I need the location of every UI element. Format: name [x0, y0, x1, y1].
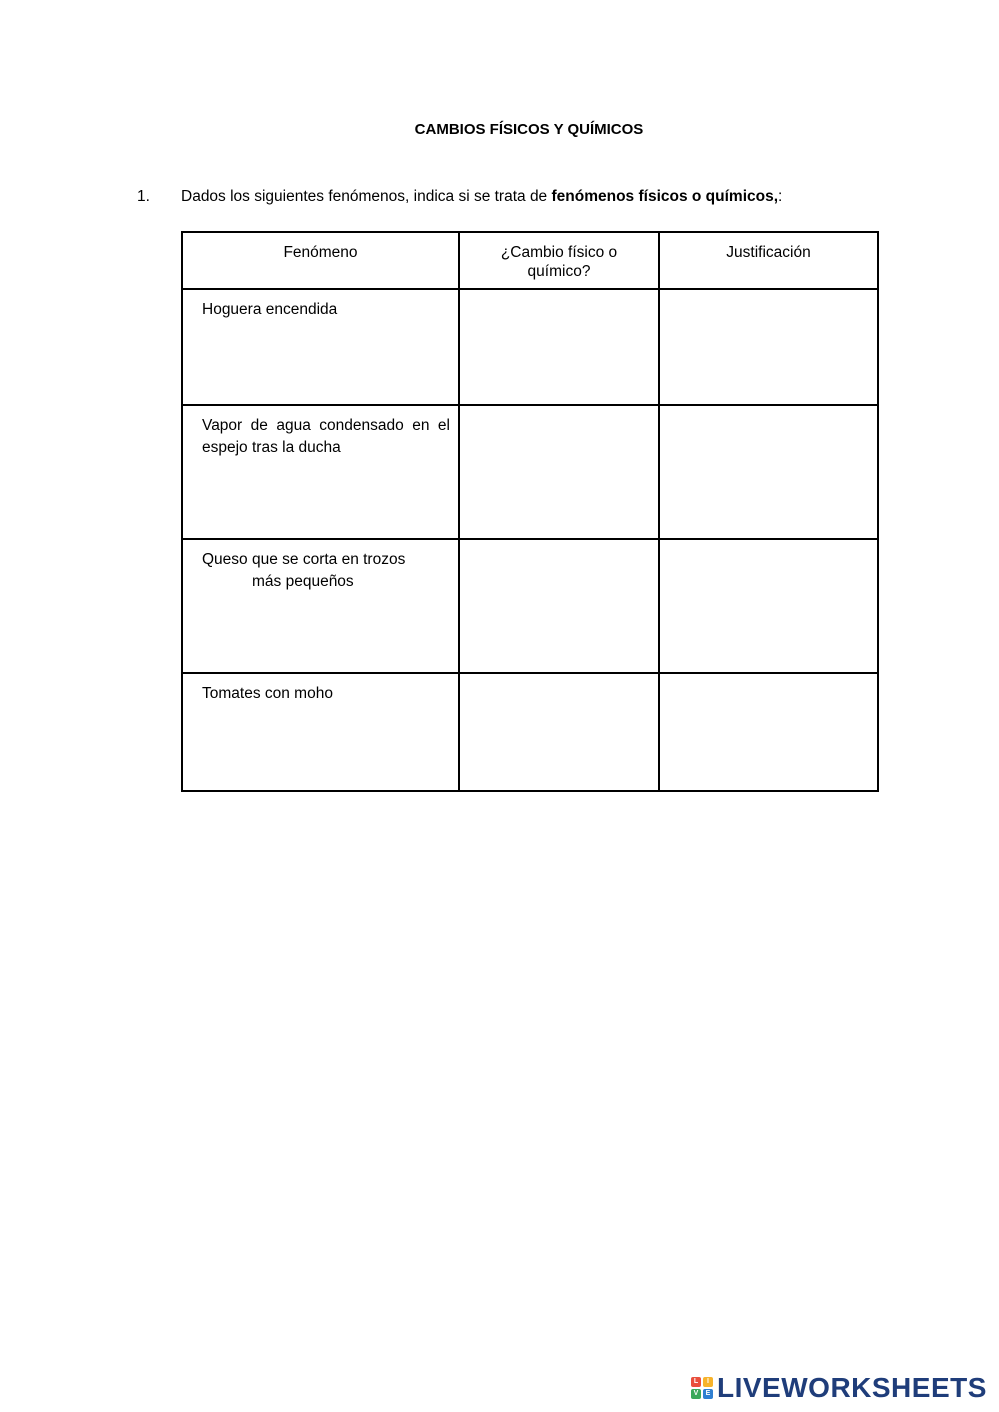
phenomenon-line-1: Queso que se corta en trozos — [202, 551, 406, 568]
table-row — [182, 289, 878, 405]
logo-block-e: E — [703, 1389, 713, 1399]
change-answer-cell[interactable] — [459, 289, 659, 405]
phenomenon-text: Tomates con moho — [202, 685, 333, 702]
justification-answer-cell[interactable] — [659, 673, 878, 791]
table-row — [182, 673, 878, 791]
table-row — [182, 539, 878, 673]
question-number: 1. — [137, 188, 150, 205]
logo-icon — [691, 1377, 713, 1399]
liveworksheets-logo[interactable] — [691, 1373, 987, 1403]
logo-block-l: L — [691, 1377, 701, 1387]
table-header-row — [182, 232, 878, 289]
phenomenon-text: Vapor de agua condensado en el espejo tras la ducha — [202, 417, 450, 456]
logo-text: LIVEWORKSHEETS — [717, 1372, 987, 1403]
phenomenon-cell — [182, 539, 459, 673]
header-cambio: ¿Cambio físico o químico? — [459, 232, 659, 289]
logo-block-i: I — [703, 1377, 713, 1387]
change-answer-cell[interactable] — [459, 673, 659, 791]
phenomenon-cell — [182, 673, 459, 791]
justification-answer-cell[interactable] — [659, 405, 878, 539]
header-fenomeno: Fenómeno — [182, 232, 459, 289]
question-1 — [137, 188, 782, 206]
change-answer-cell[interactable] — [459, 405, 659, 539]
question-text: Dados los siguientes fenómenos, indica si se trata de — [181, 188, 552, 205]
phenomenon-text: Hoguera encendida — [202, 301, 338, 318]
question-text-end: : — [778, 188, 783, 205]
table-row — [182, 405, 878, 539]
logo-block-v: V — [691, 1389, 701, 1399]
phenomena-table — [181, 231, 879, 792]
question-text-bold: fenómenos físicos o químicos, — [551, 188, 779, 205]
phenomenon-cell — [182, 405, 459, 539]
phenomenon-text — [183, 540, 458, 593]
justification-answer-cell[interactable] — [659, 539, 878, 673]
phenomenon-line-2: más pequeños — [252, 573, 354, 590]
change-answer-cell[interactable] — [459, 539, 659, 673]
page-title: CAMBIOS FÍSICOS Y QUÍMICOS — [414, 121, 644, 138]
justification-answer-cell[interactable] — [659, 289, 878, 405]
phenomenon-cell — [182, 289, 459, 405]
header-justificacion: Justificación — [659, 232, 878, 289]
